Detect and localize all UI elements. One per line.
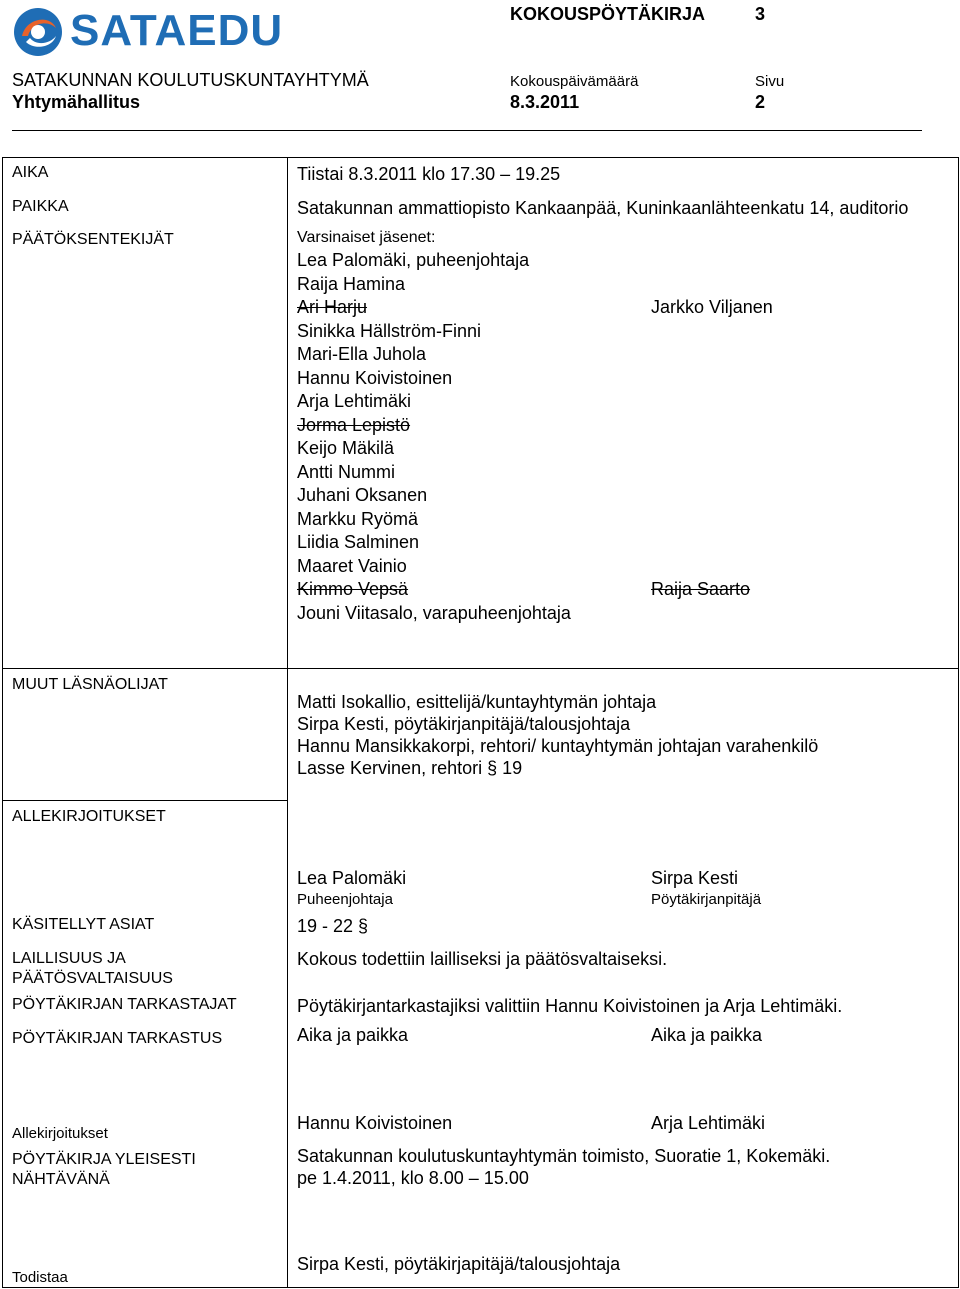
members-heading: Varsinaiset jäsenet: (297, 229, 436, 246)
todistaa-label: Todistaa (12, 1269, 68, 1286)
table-border-right (958, 157, 959, 1288)
paikka-label: PAIKKA (12, 198, 69, 215)
aika-label: AIKA (12, 164, 49, 181)
signature-1-role: Puheenjohtaja (297, 891, 393, 908)
tarkastajat-label: PÖYTÄKIRJAN TARKASTAJAT (12, 996, 237, 1013)
member-item: Mari-Ella Juhola (297, 344, 427, 364)
allekirjoitukset-small-label: Allekirjoitukset (12, 1125, 108, 1142)
logo (12, 4, 284, 60)
member-item: Jorma Lepistö (297, 414, 411, 435)
other-item: Matti Isokallio, esittelijä/kuntayhtymän johtaja (297, 692, 657, 712)
member-item: Liidia Salminen (297, 532, 420, 552)
signature-2-role: Pöytäkirjanpitäjä (651, 891, 762, 908)
deputy-2: Raija Saarto (651, 579, 751, 599)
body-name: Yhtymähallitus (12, 92, 141, 112)
date-value: 8.3.2011 (510, 92, 580, 112)
member-item: Kimmo Vepsä (297, 579, 409, 599)
allekirjoitukset-label: ALLEKIRJOITUKSET (12, 808, 166, 825)
aika-paikka-1: Aika ja paikka (297, 1025, 409, 1045)
nahtavana-label-1: PÖYTÄKIRJA YLEISESTI (12, 1151, 196, 1168)
table-border-bottom (2, 1287, 959, 1288)
member-item: Sinikka Hällström-Finni (297, 320, 482, 341)
member-item: Raija Hamina (297, 273, 406, 294)
other-item: Lasse Kervinen, rehtori § 19 (297, 758, 523, 778)
signature-2-name: Sirpa Kesti (651, 868, 739, 888)
other-item: Sirpa Kesti, pöytäkirjanpitäjä/talousjohtaja (297, 714, 631, 734)
tarkastaja-1-signature: Hannu Koivistoinen (297, 1113, 453, 1133)
laillisuus-label-2: PÄÄTÖSVALTAISUUS (12, 970, 173, 987)
member-item: Arja Lehtimäki (297, 391, 412, 411)
page-label: Sivu (755, 73, 785, 90)
date-label: Kokouspäivämäärä (510, 73, 639, 90)
kasitellyt-value: 19 - 22 § (297, 916, 369, 936)
member-item: Keijo Mäkilä (297, 438, 395, 458)
member-item: Ari Harju (297, 297, 368, 317)
member-item: Antti Nummi (297, 461, 396, 482)
page-value: 2 (755, 92, 766, 112)
paikka-value: Satakunnan ammattiopisto Kankaanpää, Kuninkaanlähteenkatu 14, auditorio (297, 198, 909, 218)
logo-swirl-icon (12, 6, 64, 58)
laillisuus-label-1: LAILLISUUS JA (12, 950, 126, 967)
org-name: SATAKUNNAN KOULUTUSKUNTAYHTYMÄ (12, 70, 369, 90)
nahtavana-value-2: pe 1.4.2011, klo 8.00 – 15.00 (297, 1168, 529, 1188)
todistaa-value: Sirpa Kesti, pöytäkirjapitäjä/talousjohtaja (297, 1254, 621, 1274)
tarkastaja-2-signature: Arja Lehtimäki (651, 1113, 766, 1133)
table-border-top (2, 157, 959, 158)
member-item: Markku Ryömä (297, 508, 419, 529)
table-border-left (2, 157, 3, 1288)
header-divider (12, 130, 922, 131)
table-column-divider (287, 157, 288, 1288)
deputy-1: Jarkko Viljanen (651, 297, 773, 317)
other-item: Hannu Mansikkakorpi, rehtori/ kuntayhtymän johtajan varahenkilö (297, 736, 819, 756)
muut-label: MUUT LÄSNÄOLIJAT (12, 676, 168, 693)
member-item: Jouni Viitasalo, varapuheenjohtaja (297, 602, 571, 623)
nahtavana-label-2: NÄHTÄVÄNÄ (12, 1171, 110, 1188)
doc-number: 3 (755, 4, 766, 24)
member-item: Hannu Koivistoinen (297, 367, 453, 388)
nahtavana-value-1: Satakunnan koulutuskuntayhtymän toimisto, Suoratie 1, Kokemäki. (297, 1146, 831, 1166)
member-item: Juhani Oksanen (297, 485, 428, 505)
aika-value: Tiistai 8.3.2011 klo 17.30 – 19.25 (297, 164, 561, 184)
laillisuus-value: Kokous todettiin lailliseksi ja päätösvaltaiseksi. (297, 949, 668, 969)
others-list (297, 692, 818, 780)
row-divider-others (2, 800, 288, 801)
member-item: Maaret Vainio (297, 555, 407, 576)
row-divider-members (2, 668, 959, 669)
signature-1-name: Lea Palomäki (297, 868, 407, 888)
logo-text: SATAEDU (70, 6, 284, 55)
member-item: Lea Palomäki, puheenjohtaja (297, 250, 530, 270)
tarkastajat-value: Pöytäkirjantarkastajiksi valittiin Hannu Koivistoinen ja Arja Lehtimäki. (297, 996, 843, 1016)
kasitellyt-label: KÄSITELLYT ASIAT (12, 916, 155, 933)
aika-paikka-2: Aika ja paikka (651, 1025, 763, 1045)
members-list (297, 250, 571, 626)
tarkastus-label: PÖYTÄKIRJAN TARKASTUS (12, 1030, 223, 1047)
doc-type: KOKOUSPÖYTÄKIRJA (510, 4, 706, 24)
paatoksentekijat-label: PÄÄTÖKSENTEKIJÄT (12, 231, 174, 248)
